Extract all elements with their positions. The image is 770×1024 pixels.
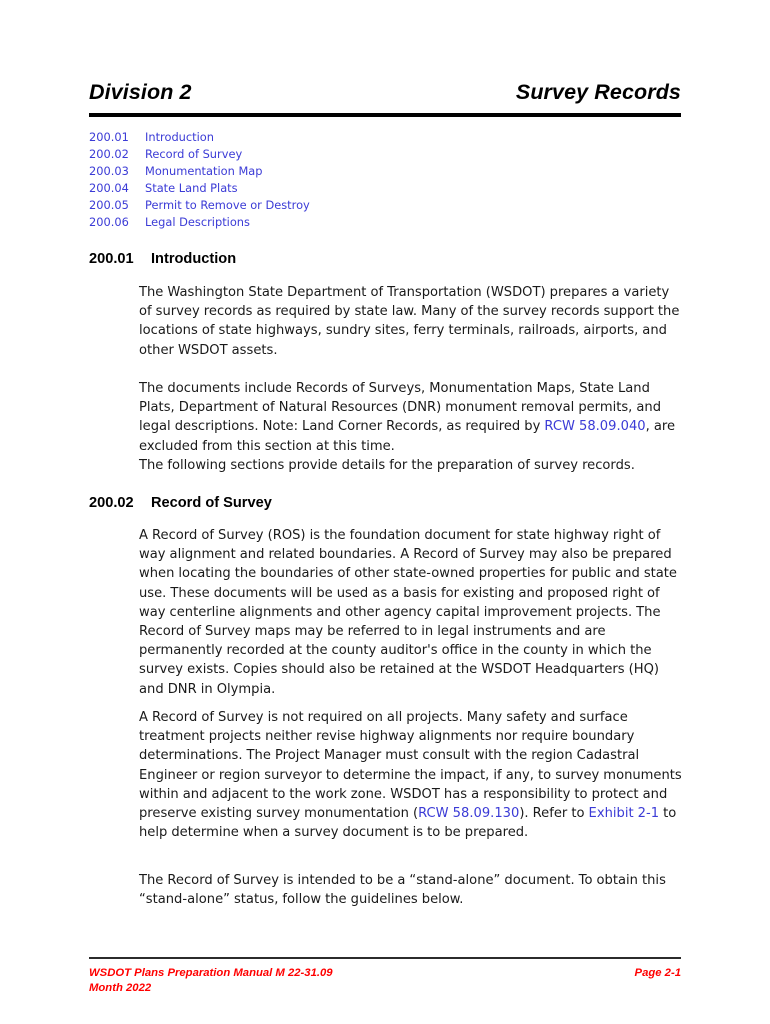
- toc-entry-number: 200.05: [89, 198, 129, 212]
- toc-entry-number: 200.04: [89, 181, 129, 195]
- paragraph-ros-3: The Record of Survey is intended to be a “stand-alone” document. To obtain this “stand-alone” status, follow the guidelines below.: [139, 873, 666, 908]
- toc-entry-number: 200.06: [89, 215, 129, 229]
- section-number: 200.02: [89, 495, 134, 511]
- page-header: [89, 80, 681, 105]
- section-title: Record of Survey: [151, 495, 272, 511]
- paragraph-intro-2: [139, 379, 682, 456]
- toc-entry-200-05[interactable]: [89, 198, 681, 215]
- toc-entry-label: Record of Survey: [145, 147, 243, 161]
- paragraph-ros-2: [139, 708, 682, 842]
- toc-entry-label: Legal Descriptions: [145, 215, 250, 229]
- footer-manual-line1: WSDOT Plans Preparation Manual M 22-31.09: [89, 967, 333, 979]
- table-of-contents: [89, 130, 681, 232]
- footer-manual-title: [89, 966, 333, 996]
- toc-entry-200-02[interactable]: [89, 147, 681, 164]
- paragraph-ros-1: A Record of Survey (ROS) is the foundation document for state highway right of way alignment and related boundaries. A Record of Survey may also be prepared when locating the boundaries of other state-owned properties for public and state use. These documents will be used as a basis for existing and proposed right of way centerline alignments and other agency capital improvement projects. The Record of Survey maps may be referred to in legal instruments and are permanently recorded at the county auditor's office in the county in which the survey exists. Copies should also be retained at the WSDOT Headquarters (HQ) and DNR in Olympia.: [139, 528, 677, 697]
- link-rcw-58-09-130[interactable]: RCW 58.09.130: [418, 806, 520, 822]
- footer-manual-date: Month 2022: [89, 982, 152, 994]
- section-heading-200-02: [89, 495, 272, 511]
- header-division-title: Division 2: [89, 80, 192, 104]
- section-number: 200.01: [89, 251, 134, 267]
- paragraph-text: A Record of Survey is not required on all projects. Many safety and surface treatment projects neither revise highway alignments nor require boundary determinations. The Project Manager must consult with the region Cadastral Engineer or region surveyor to determine the impact, if any, to survey monuments within and adjacent to the work zone. WSDOT has a responsibility to protect and preserve existing survey monumentation (: [139, 710, 682, 822]
- toc-entry-number: 200.01: [89, 130, 129, 144]
- toc-entry-200-01[interactable]: [89, 130, 681, 147]
- section-heading-200-01: [89, 251, 236, 267]
- paragraph-intro-3: The following sections provide details for the preparation of survey records.: [139, 458, 635, 473]
- toc-entry-200-04[interactable]: [89, 181, 681, 198]
- toc-entry-200-06[interactable]: [89, 215, 681, 232]
- toc-entry-label: Monumentation Map: [145, 164, 263, 178]
- toc-entry-label: Permit to Remove or Destroy: [145, 198, 310, 212]
- toc-entry-label: Introduction: [145, 130, 214, 144]
- paragraph-text: The documents include Records of Surveys, Monumentation Maps, State Land Plats, Department of Natural Resources (DNR) monument removal permits, and legal descriptions. Note: Land Corner Records, as required by: [139, 381, 662, 435]
- paragraph-text: to help determine when a survey document is to be prepared.: [139, 806, 677, 841]
- header-chapter-title: Survey Records: [515, 80, 681, 104]
- toc-entry-number: 200.02: [89, 147, 129, 161]
- paragraph-text: ). Refer to: [519, 806, 589, 822]
- page-footer: [89, 966, 681, 996]
- toc-entry-number: 200.03: [89, 164, 129, 178]
- section-title: Introduction: [151, 251, 237, 267]
- paragraph-intro-1: The Washington State Department of Transportation (WSDOT) prepares a variety of survey records as required by state law. Many of the survey records support the locations of state highways, sundry sites, ferry terminals, railroads, airports, and other WSDOT assets.: [139, 285, 680, 358]
- link-exhibit-2-1[interactable]: Exhibit 2-1: [588, 806, 660, 822]
- footer-page-number: Page 2-1: [634, 967, 681, 979]
- toc-entry-200-03[interactable]: [89, 164, 681, 181]
- footer-divider-rule: [89, 957, 681, 959]
- link-rcw-58-09-040[interactable]: RCW 58.09.040: [544, 419, 646, 435]
- toc-entry-label: State Land Plats: [145, 181, 238, 195]
- header-divider-rule: [89, 113, 681, 117]
- paragraph-text: , are excluded from this section at this time.: [139, 419, 676, 454]
